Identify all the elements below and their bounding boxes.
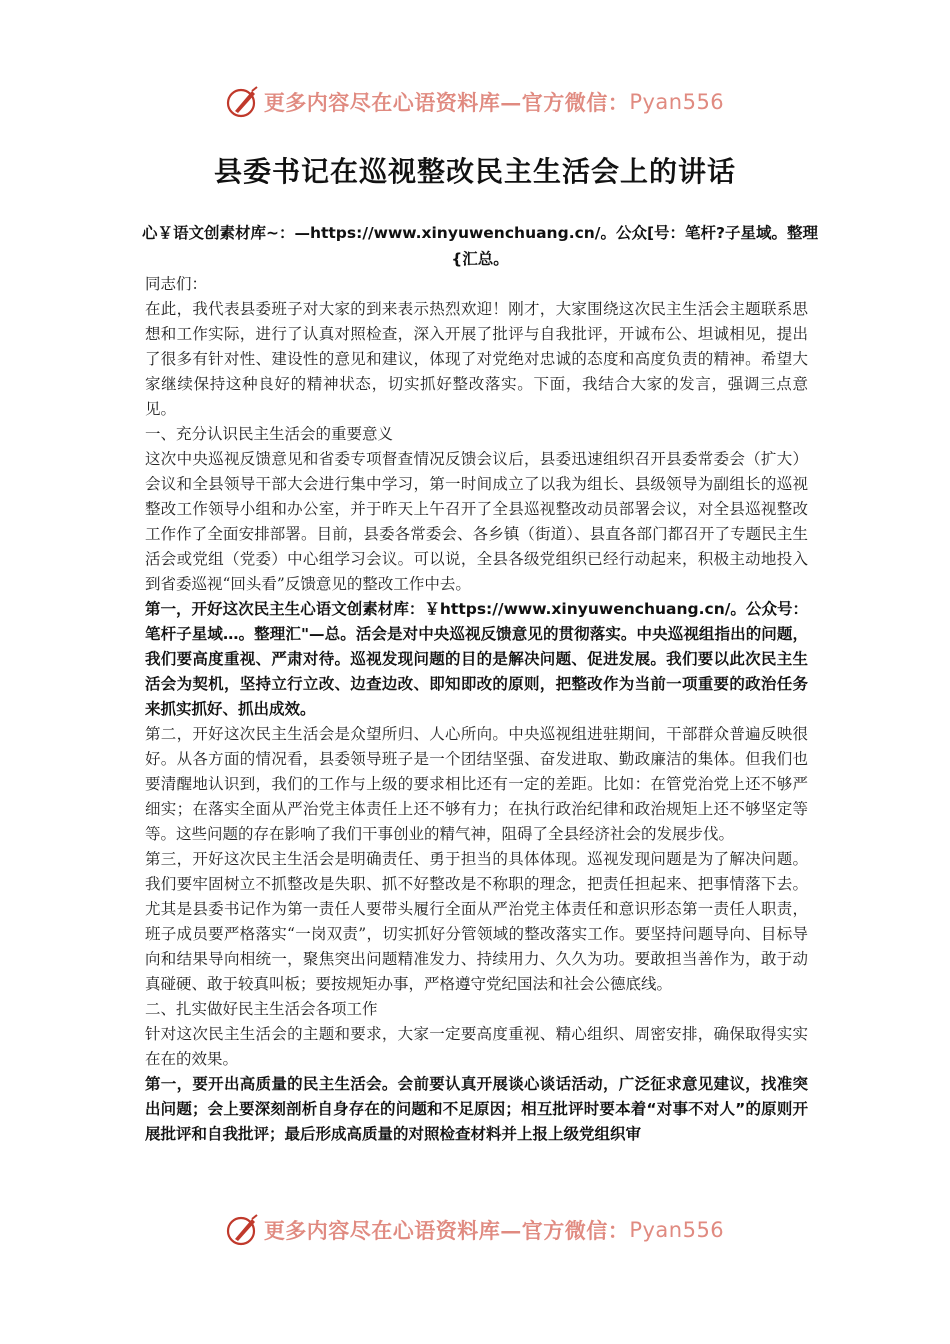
section-heading: 二、扎实做好民主生活会各项工作 — [145, 1000, 378, 1018]
salutation: 同志们： — [145, 275, 208, 293]
paragraph: 在此，我代表县委班子对大家的到来表示热烈欢迎！刚才，大家围绕这次民主生活会主题联系思想和工作实际，进行了认真对照检查，深入开展了批评与自我批评，开诚布公、坦诚相见，提出了很多有针对性、建设性的意见和建议，体现了对党绝对忠诚的态度和高度负责的精神。希望大家继续保持这种良好的精神状态，切实抓好整改落实。下面，我结合大家的发言，强调三点意见。 — [145, 300, 808, 418]
quill-logo-icon — [226, 1213, 260, 1247]
watermark-banner-bottom — [0, 1210, 950, 1250]
watermark-wechat-id: Pyan556 — [629, 90, 725, 114]
source-line: 心￥语文创素材库~：—https://www.xinyuwenchuang.cn/。公众[号：笔杆?子星域。整理{汇总。 — [141, 224, 819, 268]
watermark-text: 更多内容尽在心语资料库—官方微信： — [263, 1218, 630, 1243]
paragraph: 第二，开好这次民主生活会是众望所归、人心所向。中央巡视组进驻期间，干部群众普遍反映很好。从各方面的情况看，县委领导班子是一个团结坚强、奋发进取、勤政廉洁的集体。但我们也要清醒地认识到，我们的工作与上级的要求相比还有一定的差距。比如：在管党治党上还不够严细实；在落实全面从严治党主体责任上还不够有力；在执行政治纪律和政治规矩上还不够坚定等等。这些问题的存在影响了我们干事创业的精气神，阻碍了全县经济社会的发展步伐。 — [145, 725, 808, 843]
document-title: 县委书记在巡视整改民主生活会上的讲话 — [213, 155, 736, 188]
section-heading: 一、充分认识民主生活会的重要意义 — [145, 425, 394, 443]
paragraph-bold: 第一，开好这次民主生心语文创素材库：￥https://www.xinyuwenchuang.cn/。公众号：笔杆子星域…。整理汇"—总。活会是对中央巡视反馈意见的贯彻落实。中央巡视组指出的问题，我们要高度重视、严肃对待。巡视发现问题的目的是解决问题、促进发展。我们要以此次民主生活会为契机，坚持立行立改、边查边改、即知即改的原则，把整改作为当前一项重要的政治任务来抓实抓好、抓出成效。 — [145, 600, 808, 718]
document-body — [145, 272, 808, 1147]
paragraph-bold: 第一，要开出高质量的民主生活会。会前要认真开展谈心谈话活动，广泛征求意见建议，找准突出问题；会上要深刻剖析自身存在的问题和不足原因；相互批评时要本着“对事不对人”的原则开展批评和自我批评；最后形成高质量的对照检查材料并上报上级党组织审 — [145, 1075, 808, 1143]
watermark-banner-top — [0, 82, 950, 122]
watermark-wechat-id: Pyan556 — [629, 1218, 725, 1242]
paragraph: 第三，开好这次民主生活会是明确责任、勇于担当的具体体现。巡视发现问题是为了解决问题。我们要牢固树立不抓整改是失职、抓不好整改是不称职的理念，把责任担起来、把事情落下去。尤其是县委书记作为第一责任人要带头履行全面从严治党主体责任和意识形态第一责任人职责，班子成员要严格落实“一岗双责”，切实抓好分管领域的整改落实工作。要坚持问题导向、目标导向和结果导向相统一，聚焦突出问题精准发力、持续用力、久久为功。要敢担当善作为，敢于动真碰硬、敢于较真叫板；要按规矩办事，严格遵守党纪国法和社会公德底线。 — [145, 850, 808, 993]
quill-logo-icon — [226, 85, 260, 119]
paragraph: 针对这次民主生活会的主题和要求，大家一定要高度重视、精心组织、周密安排，确保取得实实在在的效果。 — [145, 1025, 808, 1068]
paragraph: 这次中央巡视反馈意见和省委专项督查情况反馈会议后，县委迅速组织召开县委常委会（扩大）会议和全县领导干部大会进行集中学习，第一时间成立了以我为组长、县级领导为副组长的巡视整改工作领导小组和办公室，并于昨天上午召开了全县巡视整改动员部署会议，对全县巡视整改工作作了全面安排部署。目前，县委各常委会、各乡镇（街道）、县直各部门都召开了专题民主生活会或党组（党委）中心组学习会议。可以说，全县各级党组织已经行动起来，积极主动地投入到省委巡视“回头看”反馈意见的整改工作中去。 — [145, 450, 808, 593]
watermark-text: 更多内容尽在心语资料库—官方微信： — [263, 90, 630, 115]
